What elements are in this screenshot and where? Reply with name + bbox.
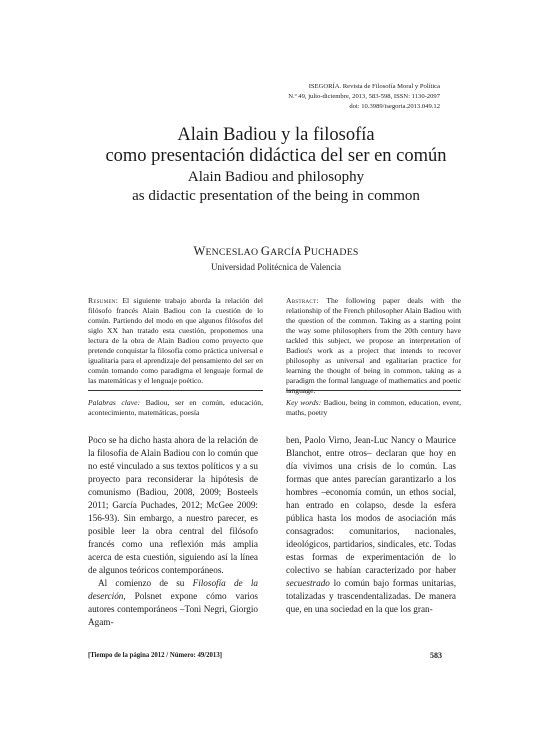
abstract-en-label: Abstract: [286,296,319,305]
abstract-es-text: El siguiente trabajo aborda la relación del filósofo francés Alain Badiou con la cuestión de lo común. Partiendo del modo en que algunos filósofos del siglo XX han tratado esta cuestión, proponemos una lectura de la obra de Alain Badiou como proyecto que pretende conquistar la filosofía como práctica universal e igualitaria para el aprendizaje del pensamiento del ser en común tomando como paradigma el lenguaje formal de las matemáticas y el lenguaje poético. [88,296,263,385]
body-column-right [286,434,456,616]
keywords-en [286,398,461,418]
title-es-line1: Alain Badiou y la filosofía [177,125,375,145]
abstract-es [88,296,263,386]
body-paragraph: Al comienzo de su Filosofía de la deserción, Polsnet expone cómo varios autores contemporáneos –Toni Negri, Giorgio Agam- [88,578,258,627]
issue-info: N.º 49, julio-diciembre, 2013, 583-598, ISSN: 1130-2097 [288,93,440,100]
author-institution: Universidad Politécnica de Valencia [210,262,342,272]
keywords-en-text: Badiou, being in common, education, event, maths, poetry [286,398,461,417]
journal-name: ISEGORÍA. Revista de Filosofía Moral y Política [308,83,440,90]
title-en-line1: Alain Badiou and philosophy [187,169,365,185]
author-name: WENCESLAO GARCÍA PUCHADES [193,244,359,258]
body-paragraph: Poco se ha dicho hasta ahora de la relación de la filosofía de Alain Badiou con lo común que no esté vinculado a sus textos políticos y a su proyecto para reconsiderar la hipótesis de comunismo (Badiou, 2008, 2009; Bosteels 2011; García Puchades, 2012; McGee 2009: 156-93). Sin embargo, a nuestro parecer, es posible leer la obra central del filósofo francés como una reflexión más amplia acerca de esta cuestión, siguiendo así la línea de algunos teóricos contemporáneos. [88,435,258,575]
keywords-es-label: Palabras clave: [88,398,140,407]
abstract-en-text: The following paper deals with the relationship of the French philosopher Alain Badiou with the question of the common. Taking as a starting point the way some philosophers from the 20th century have tackled this subject, we propose an interpretation of Badiou's work as a project that intends to recover philosophy as universal and egalitarian practice for learning the thought of being in common, taking as a paradigm the formal language of mathematics and poetic language. [286,296,462,395]
body-paragraph: ben, Paolo Virno, Jean-Luc Nancy o Maurice Blanchot, entre otros– declaran que hoy en día vivimos una crisis de lo común. Las formas que antes parecían garantizarlo a los hombres –economía común, un ethos social, han entrado en colapso, desde la esfera pública hasta los modos de asociación más consagrados: comunitarios, nacionales, ideológicos, partidarios, sindicales, etc. Todas estas formas de experimentación de lo colectivo se habían caracterizado por haber secuestrado lo común bajo formas unitarias, totalizadas y trascendentalizadas. De manera que, en una sociedad en la que los gran- [286,435,456,614]
body-column-left [88,434,258,629]
page-footer: [Tiempo de la página 2012 / Número: 49/2013] [88,652,222,659]
title-es-line2: como presentación didáctica del ser en común [105,146,447,166]
abstract-es-label: Resumen: [88,296,119,305]
page-number: 583 [430,651,442,660]
journal-header [288,82,440,112]
divider-right [286,390,461,391]
keywords-es-text: Badiou, ser en común, educación, acontecimiento, matemáticas, poesía [88,398,264,417]
abstract-en [286,296,461,396]
title-en-line2: as didactic presentation of the being in common [132,188,420,204]
keywords-es [88,398,263,418]
divider-left [88,390,263,391]
doi: doi: 10.3989/isegoria.2013.049.12 [349,103,440,110]
keywords-en-label: Key words: [286,398,322,407]
